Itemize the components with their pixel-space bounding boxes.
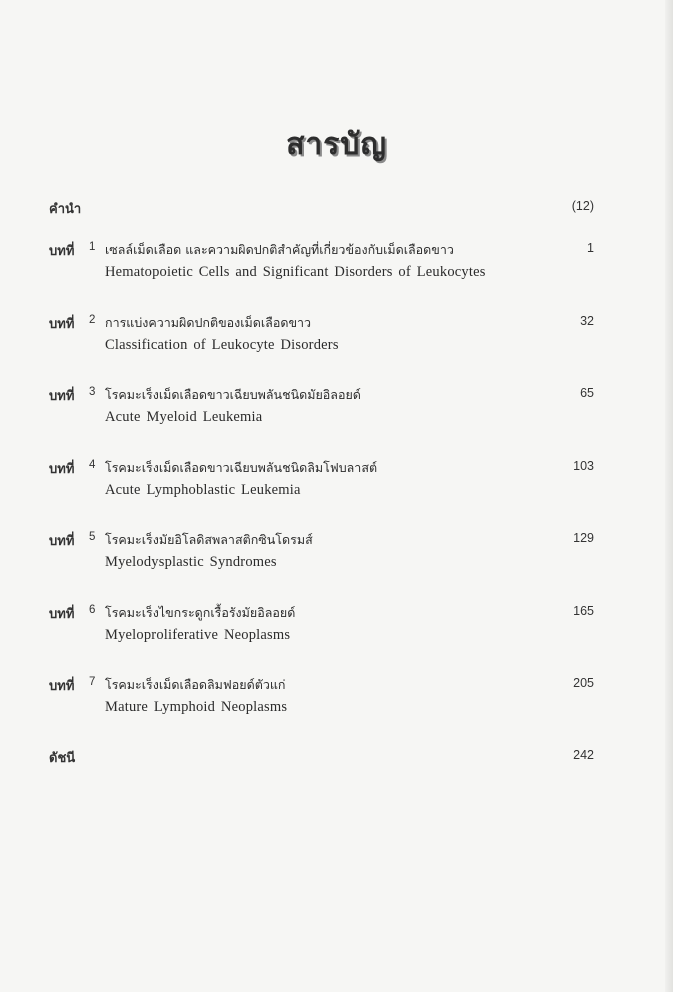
preface-label: คำนำ [49,202,82,217]
toc-entry-chapter-7[interactable] [49,673,594,721]
toc-entry-chapter-5[interactable] [49,528,594,576]
chapter-prefix: บทที่ [49,244,75,259]
chapter-title-thai: โรคมะเร็งมัยอิโลดิสพลาสติกซินโดรมส์ [105,532,313,547]
chapter-prefix: บทที่ [49,534,75,549]
chapter-number: 4 [89,459,96,471]
chapter-prefix: บทที่ [49,389,75,404]
chapter-title-english: Mature Lymphoid Neoplasms [105,699,288,715]
chapter-number: 5 [89,531,96,543]
chapter-page-number: 165 [573,604,594,618]
chapter-title-thai: โรคมะเร็งไขกระดูกเรื้อรังมัยอิลอยด์ [105,605,296,620]
chapter-title-thai: การแบ่งความผิดปกติของเม็ดเลือดขาว [105,315,312,330]
toc-entry-chapter-2[interactable] [49,311,594,359]
chapter-number: 3 [89,386,96,398]
toc-entry-index[interactable] [49,745,594,767]
toc-entry-chapter-6[interactable] [49,601,594,649]
toc-entry-chapter-4[interactable] [49,456,594,504]
toc-entry-chapter-1[interactable] [49,238,594,286]
index-label: ดัชนี [49,751,76,766]
chapter-prefix: บทที่ [49,607,75,622]
chapter-number: 1 [89,241,96,253]
toc-entry-preface[interactable] [49,196,594,218]
chapter-title-thai: โรคมะเร็งเม็ดเลือดขาวเฉียบพลันชนิดมัยอิลอยด์ [105,387,361,402]
toc-entry-chapter-3[interactable] [49,383,594,431]
chapter-page-number: 103 [573,459,594,473]
chapter-number: 6 [89,604,96,616]
chapter-title-thai: เซลล์เม็ดเลือด และความผิดปกติสำคัญที่เกี่ยวข้องกับเม็ดเลือดขาว [105,242,454,257]
chapter-page-number: 32 [580,314,594,328]
chapter-prefix: บทที่ [49,462,75,477]
chapter-title-english: Classification of Leukocyte Disorders [105,337,339,353]
chapter-title-english: Acute Lymphoblastic Leukemia [105,482,301,498]
chapter-number: 7 [89,676,96,688]
chapter-page-number: 65 [580,386,594,400]
chapter-prefix: บทที่ [49,317,75,332]
chapter-prefix: บทที่ [49,679,75,694]
chapter-title-english: Myeloproliferative Neoplasms [105,627,291,643]
chapter-number: 2 [89,314,96,326]
chapter-title-english: Myelodysplastic Syndromes [105,554,277,570]
chapter-page-number: 129 [573,531,594,545]
chapter-title-thai: โรคมะเร็งเม็ดเลือดขาวเฉียบพลันชนิดลิมโฟบลาสต์ [105,460,378,475]
index-page-number: 242 [573,748,594,762]
page-title: สารบัญ [286,127,387,162]
chapter-title-thai: โรคมะเร็งเม็ดเลือดลิมฟอยด์ตัวแก่ [105,677,286,692]
preface-page-number: (12) [571,199,594,213]
chapter-page-number: 1 [587,241,594,255]
chapter-title-english: Acute Myeloid Leukemia [105,409,263,425]
chapter-page-number: 205 [573,676,594,690]
chapter-title-english: Hematopoietic Cells and Significant Disorders of Leukocytes [105,264,486,280]
